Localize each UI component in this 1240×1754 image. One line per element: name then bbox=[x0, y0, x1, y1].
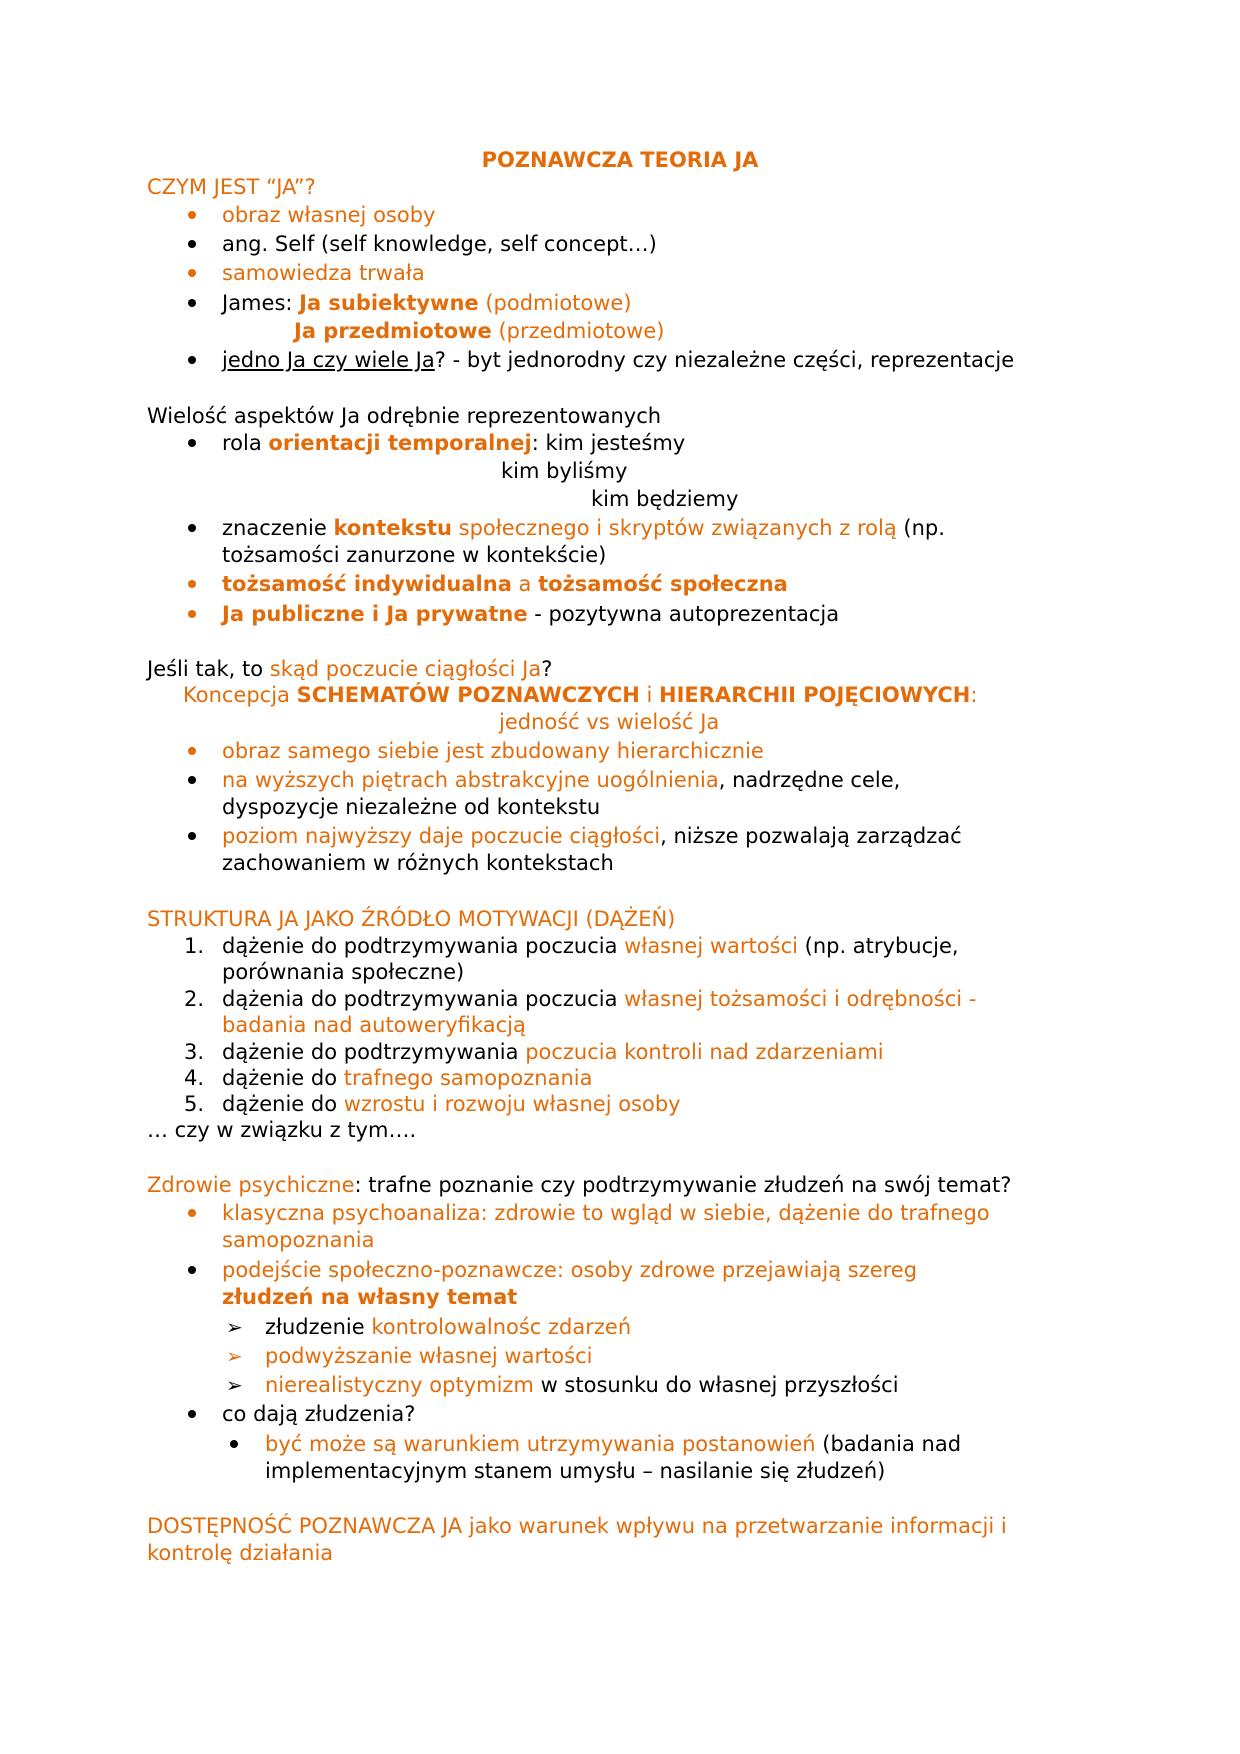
text-run: : bbox=[970, 683, 978, 707]
bullet-continuation: kim będziemy bbox=[591, 487, 739, 511]
bullet-text: co dają złudzenia? bbox=[222, 1402, 416, 1426]
text-run: poczucia kontroli nad zdarzeniami bbox=[525, 1040, 884, 1064]
text-run: Ja publiczne i Ja prywatne bbox=[222, 602, 528, 626]
text-run: własnej wartości bbox=[624, 934, 798, 958]
bullet-text bbox=[222, 570, 788, 598]
text-run: : kim jesteśmy bbox=[531, 431, 686, 455]
text-run: własnej tożsamości i odrębności - bbox=[624, 987, 977, 1011]
sub-bullet-text bbox=[265, 1430, 961, 1458]
text-run: Zdrowie psychiczne bbox=[147, 1173, 355, 1197]
text-run: dążenie do podtrzymywania bbox=[222, 1040, 526, 1064]
text-run: dążenie do bbox=[222, 1066, 344, 1090]
bullet-continuation: kim byliśmy bbox=[501, 459, 628, 483]
bullet-icon bbox=[188, 289, 196, 317]
text-run: i bbox=[639, 683, 660, 707]
bullet-text bbox=[222, 289, 632, 317]
text-run: dążenie do podtrzymywania poczucia bbox=[222, 934, 625, 958]
bullet-icon bbox=[188, 570, 196, 598]
list-number: 5. bbox=[183, 1092, 204, 1116]
bullet-continuation: tożsamości zanurzone w kontekście) bbox=[222, 543, 607, 567]
bullet-icon bbox=[188, 346, 196, 374]
text-run: kontekstu bbox=[333, 516, 452, 540]
bullet-icon bbox=[188, 230, 196, 258]
bullet-continuation: złudzeń na własny temat bbox=[222, 1285, 518, 1309]
text-run: poziom najwyższy daje poczucie ciągłości bbox=[222, 824, 661, 848]
list-number: 1. bbox=[183, 934, 204, 958]
arrow-item: podwyższanie własnej wartości bbox=[265, 1344, 593, 1368]
text-run: ? - byt jednorodny czy niezależne części, reprezentacje bbox=[434, 348, 1015, 372]
bullet-text: obraz samego siebie jest zbudowany hierarchicznie bbox=[222, 739, 764, 763]
bullet-icon bbox=[188, 822, 196, 850]
section-heading-czym-jest-ja: CZYM JEST “JA”? bbox=[147, 175, 316, 199]
text-run: (badania nad bbox=[815, 1432, 962, 1456]
list-item bbox=[222, 985, 976, 1013]
bullet-icon bbox=[188, 429, 196, 457]
text-run: ? bbox=[541, 657, 553, 681]
arrow-bullet-icon: ➢ bbox=[226, 1373, 243, 1397]
text-run: dążenia do podtrzymywania poczucia bbox=[222, 987, 625, 1011]
bullet-text bbox=[222, 346, 1014, 374]
text-run: , niższe pozwalają zarządzać bbox=[660, 824, 962, 848]
bullet-text: obraz własnej osoby bbox=[222, 203, 436, 227]
arrow-item bbox=[265, 1313, 631, 1341]
bullet-text: podejście społeczno-poznawcze: osoby zdrowe przejawiają szereg bbox=[222, 1258, 918, 1282]
bullet-text bbox=[222, 514, 945, 542]
text-run: rola bbox=[222, 431, 269, 455]
section-heading-continuation: kontrolę działania bbox=[147, 1541, 334, 1565]
bullet-icon bbox=[188, 737, 196, 765]
bullet-text bbox=[222, 822, 962, 850]
sub-bullet-continuation: implementacyjnym stanem umysłu – nasilanie się złudzeń) bbox=[265, 1459, 886, 1483]
text-run: SCHEMATÓW POZNAWCZYCH bbox=[296, 683, 640, 707]
section-heading-wielosc-aspektow: Wielość aspektów Ja odrębnie reprezentowanych bbox=[147, 404, 662, 428]
text-run: (np. atrybucje, bbox=[797, 934, 959, 958]
list-item-continuation: porównania społeczne) bbox=[222, 960, 465, 984]
text-run: trafnego samopoznania bbox=[343, 1066, 593, 1090]
bullet-icon bbox=[188, 514, 196, 542]
text-run: (podmiotowe) bbox=[478, 291, 632, 315]
text-run: Ja subiektywne bbox=[299, 291, 479, 315]
text-run: na wyższych piętrach abstrakcyjne uogólnienia bbox=[222, 768, 719, 792]
bullet-text: klasyczna psychoanaliza: zdrowie to wgląd w siebie, dążenie do trafnego bbox=[222, 1201, 990, 1225]
list-number: 3. bbox=[183, 1040, 204, 1064]
text-run: tożsamość społeczna bbox=[538, 572, 788, 596]
text-run: znaczenie bbox=[222, 516, 334, 540]
bullet-text: ang. Self (self knowledge, self concept…) bbox=[222, 232, 657, 256]
section-line bbox=[147, 655, 552, 683]
text-run: orientacji temporalnej bbox=[268, 431, 532, 455]
bullet-icon bbox=[188, 766, 196, 794]
list-item bbox=[222, 1038, 884, 1066]
text-run: Jeśli tak, to bbox=[147, 657, 270, 681]
text-run: nierealistyczny optymizm bbox=[265, 1373, 534, 1397]
bullet-icon bbox=[188, 1199, 196, 1227]
arrow-bullet-icon: ➢ bbox=[226, 1315, 243, 1339]
bullet-icon bbox=[188, 600, 196, 628]
text-run: dążenie do bbox=[222, 1092, 344, 1116]
text-run: Ja przedmiotowe bbox=[294, 319, 492, 343]
bullet-text: samowiedza trwała bbox=[222, 261, 425, 285]
text-run: Koncepcja bbox=[183, 683, 297, 707]
section-heading-koncepcja bbox=[183, 681, 977, 709]
section-line bbox=[147, 1171, 1011, 1199]
text-run: (przedmiotowe) bbox=[491, 319, 665, 343]
bullet-icon bbox=[188, 201, 196, 229]
text-run: wzrostu i rozwoju własnej osoby bbox=[343, 1092, 681, 1116]
bullet-icon bbox=[188, 1400, 196, 1428]
text-run: jedno Ja czy wiele Ja bbox=[222, 348, 435, 372]
text-run: złudzenie bbox=[265, 1315, 372, 1339]
text-run: tożsamość indywidualna bbox=[222, 572, 512, 596]
text-run: a bbox=[511, 572, 539, 596]
section-heading-dostepnosc: DOSTĘPNOŚĆ POZNAWCZA JA jako warunek wpływu na przetwarzanie informacji i bbox=[147, 1514, 1007, 1538]
text-run: w stosunku do własnej przyszłości bbox=[533, 1373, 899, 1397]
bullet-text bbox=[222, 766, 900, 794]
list-number: 4. bbox=[183, 1066, 204, 1090]
section-tail: … czy w związku z tym…. bbox=[147, 1118, 417, 1142]
bullet-icon bbox=[230, 1430, 238, 1458]
text-run: (np. bbox=[896, 516, 945, 540]
bullet-icon bbox=[188, 1256, 196, 1284]
text-run: społecznego i skryptów związanych z rolą bbox=[451, 516, 897, 540]
text-run: : trafne poznanie czy podtrzymywanie złudzeń na swój temat? bbox=[354, 1173, 1012, 1197]
bullet-continuation: dyspozycje niezależne od kontekstu bbox=[222, 795, 601, 819]
bullet-continuation: zachowaniem w różnych kontekstach bbox=[222, 851, 614, 875]
text-run: James: bbox=[222, 291, 300, 315]
bullet-icon bbox=[188, 259, 196, 287]
section-heading-struktura: STRUKTURA JA JAKO ŹRÓDŁO MOTYWACJI (DĄŻEŃ) bbox=[147, 907, 676, 931]
text-run: być może są warunkiem utrzymywania postanowień bbox=[265, 1432, 816, 1456]
text-run: - pozytywna autoprezentacja bbox=[527, 602, 840, 626]
section-subheading: jedność vs wielość Ja bbox=[499, 710, 720, 734]
document-title: POZNAWCZA TEORIA JA bbox=[481, 148, 759, 172]
bullet-continuation: samopoznania bbox=[222, 1228, 375, 1252]
text-run: , nadrzędne cele, bbox=[718, 768, 901, 792]
list-item bbox=[222, 1090, 681, 1118]
list-item bbox=[222, 1064, 592, 1092]
list-item-continuation: badania nad autoweryfikacją bbox=[222, 1013, 526, 1037]
bullet-continuation bbox=[294, 317, 664, 345]
list-item bbox=[222, 932, 959, 960]
arrow-item bbox=[265, 1371, 899, 1399]
arrow-bullet-icon: ➢ bbox=[226, 1344, 243, 1368]
text-run: kontrolowalnośc zdarzeń bbox=[371, 1315, 632, 1339]
text-run: skąd poczucie ciągłości Ja bbox=[269, 657, 542, 681]
bullet-text bbox=[222, 429, 685, 457]
bullet-text bbox=[222, 600, 839, 628]
list-number: 2. bbox=[183, 987, 204, 1011]
text-run: HIERARCHII POJĘCIOWYCH bbox=[659, 683, 971, 707]
